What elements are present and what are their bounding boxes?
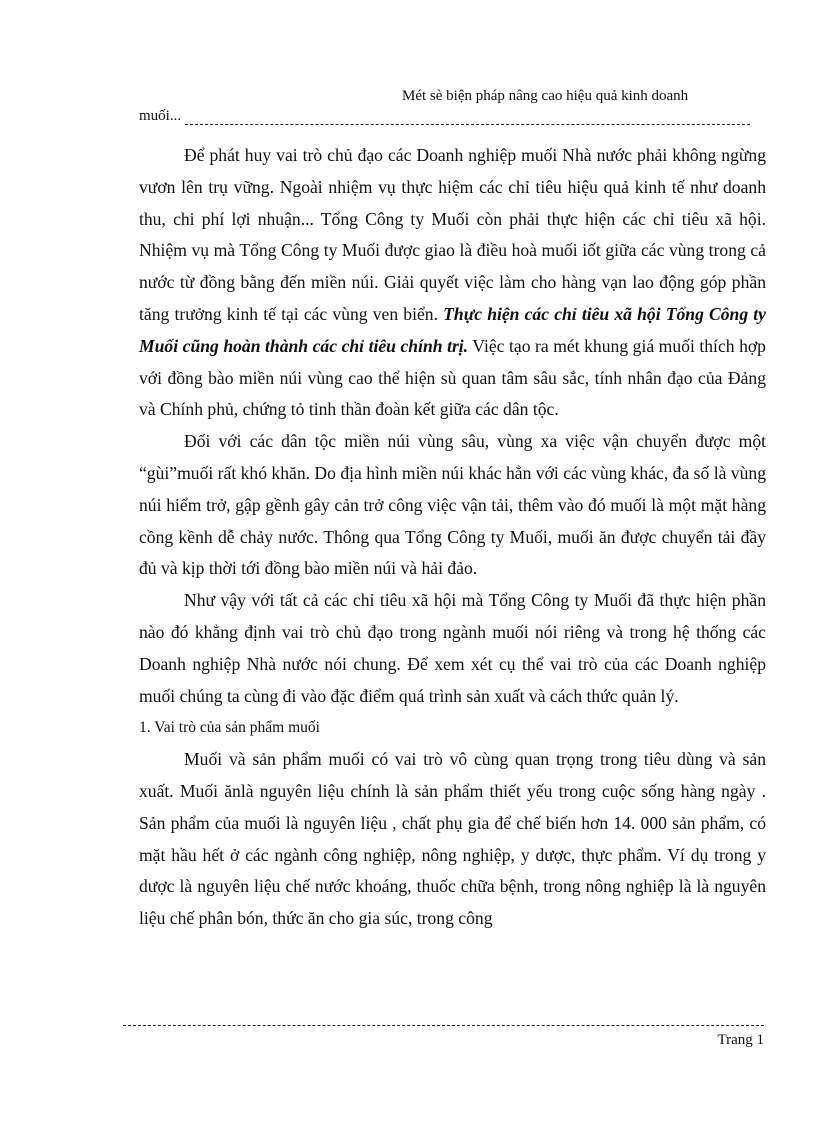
page-number: Trang 1 (717, 1032, 764, 1048)
header-divider (185, 124, 750, 125)
footer-divider (123, 1025, 764, 1026)
header-title-line2: muối... (139, 108, 182, 124)
paragraph-1-text-a: Để phát huy vai trò chủ đạo các Doanh nghiệp muối Nhà nước phải không ngừng vươn lên trụ vững. Ngoài nhiệm vụ thực hiệm các chỉ tiêu hiệu quả kinh tế như doanh thu, chi phí lợi nhuận... Tổng Công ty Muối còn phải thực hiện các chỉ tiêu xã hội. Nhiệm vụ mà Tổng Công ty Muối được giao là điều hoà muối iốt giữa các vùng trong cả nước từ đồng bằng đến miền núi. Giải quyết việc làm cho hàng vạn lao động góp phần tăng trưởng kinh tế tại các vùng ven biển. (139, 145, 766, 324)
document-body (139, 140, 766, 935)
paragraph-4: Muối và sản phẩm muối có vai trò vô cùng quan trọng trong tiêu dùng và sản xuất. Muối ănlà nguyên liệu chính là sản phẩm thiết yếu trong cuộc sống hàng ngày . Sản phẩm của muối là nguyên liệu , chất phụ gia để chế biến hơn 14. 000 sản phẩm, có mặt hầu hết ở các ngành công nghiệp, nông nghiệp, y dược, thực phẩm. Ví dụ trong y dược là nguyên liệu chế nước khoáng, thuốc chữa bệnh, trong nông nghiệp là là nguyên liệu chế phân bón, thức ăn cho gia súc, trong công (139, 749, 766, 929)
paragraph-3: Như vậy với tất cả các chỉ tiêu xã hội mà Tổng Công ty Muối đã thực hiện phần nào đó khẳng định vai trò chủ đạo trong ngành muối nói riêng và trong hệ thống các Doanh nghiệp Nhà nước nói chung. Để xem xét cụ thể vai trò của các Doanh nghiệp muối chúng ta cùng đi vào đặc điểm quá trình sản xuất và cách thức quản lý. (139, 590, 766, 706)
header-title-line1: Mét sè biện pháp nâng cao hiệu quả kinh doanh (402, 88, 689, 104)
paragraph-1-emphasis: Thực hiện các chỉ tiêu xã hội Tổng Công ty Muối cũng hoàn thành các chỉ tiêu chính trị. (139, 303, 766, 356)
section-heading: 1. Vai trò của sản phẩm muối (139, 719, 320, 737)
paragraph-1 (139, 140, 766, 426)
paragraph-2: Đối với các dân tộc miền núi vùng sâu, vùng xa việc vận chuyển được một “gùi”muối rất khó khăn. Do địa hình miền núi khác hẳn với các vùng khác, đa số là vùng núi hiểm trở, gập gềnh gây cản trở công việc vận tải, thêm vào đó muối là một mặt hàng cồng kềnh dễ chảy nước. Thông qua Tổng Công ty Muối, muối ăn được chuyển tải đầy đủ và kịp thời tới đồng bào miền núi và hải đảo. (139, 431, 766, 579)
paragraph-1-text-b: Việc tạo ra mét khung giá muối thích hợp với đồng bào miền núi vùng cao thể hiện sù quan tâm sâu sắc, tính nhân đạo của Đảng và Chính phủ, chứng tỏ tinh thần đoàn kết giữa các dân tộc. (139, 335, 766, 420)
